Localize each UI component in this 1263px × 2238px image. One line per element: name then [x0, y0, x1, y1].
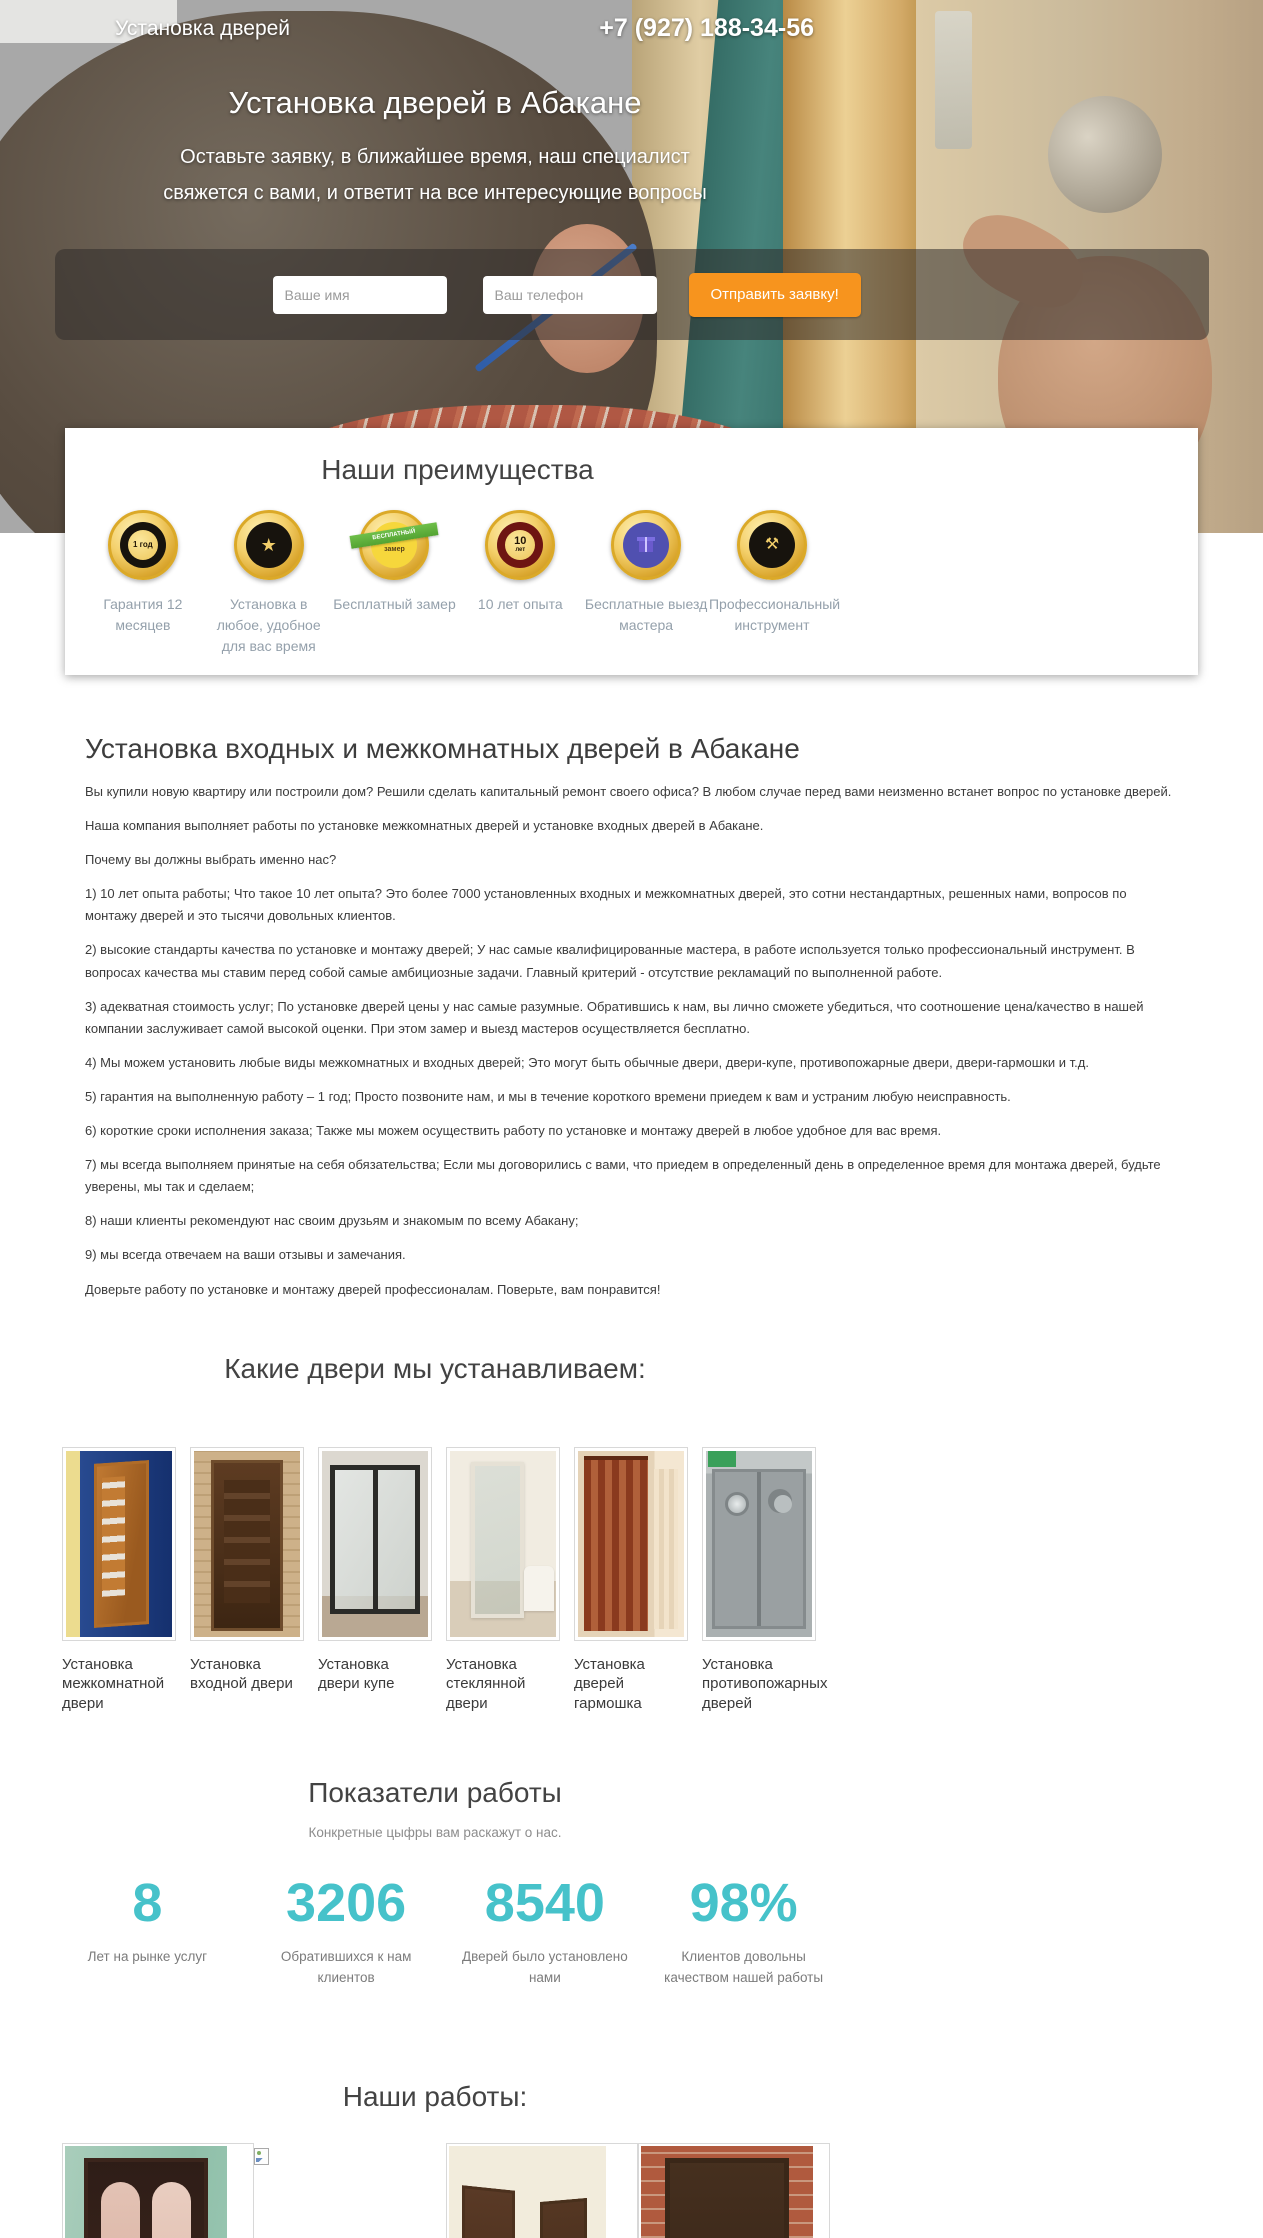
article-paragraph: 8) наши клиенты рекомендуют нас своим друзьям и знакомым по всему Абакану;	[85, 1213, 579, 1229]
stat-value: 8540	[484, 1873, 605, 1934]
advantage-item	[206, 510, 332, 657]
stat-label: Обратившихся к нам клиентов	[280, 1949, 412, 1986]
accordion-door-photo	[574, 1447, 688, 1641]
gallery-item	[62, 2143, 254, 2238]
door-card	[190, 1447, 306, 1714]
advantage-item	[80, 510, 206, 657]
work-photo-double-interior-doors[interactable]	[62, 2143, 254, 2238]
works-title: Наши работы:	[342, 2081, 528, 2113]
door-caption: Установка стеклянной двери	[446, 1655, 526, 1712]
door-caption: Установка межкомнатной двери	[62, 1655, 165, 1712]
stat-label: Дверей было установлено нами	[461, 1949, 628, 1986]
door-card	[318, 1447, 434, 1714]
gallery-item	[638, 2143, 830, 2238]
name-input[interactable]	[273, 276, 447, 314]
article-paragraph: 7) мы всегда выполняем принятые на себя обязательства; Если мы договорились с вами, что приедем в определенный день в определенное время для монтажа дверей, будьте уверены, мы так и сделаем;	[85, 1157, 1161, 1195]
site-logo[interactable]: Установка дверей	[115, 16, 291, 40]
article-paragraph: 1) 10 лет опыта работы; Что такое 10 лет опыта? Это более 7000 установленных входных и межкомнатных дверей, это сотни нестандартных, решенных нами, вопросов по монтажу дверей и это тысячи довольных клиентов.	[85, 886, 1127, 924]
works-gallery	[62, 2143, 832, 2238]
work-photo-entry-door-brick[interactable]	[638, 2143, 830, 2238]
stats-subtitle: Конкретные цыфры вам раскажут о нас.	[308, 1825, 562, 1841]
advantage-label: Установка в любое, удобное для вас время	[216, 596, 321, 654]
stat-label: Клиентов довольны качеством нашей работы	[664, 1949, 824, 1986]
entry-door-photo	[190, 1447, 304, 1641]
fireproof-doors-photo	[702, 1447, 816, 1641]
stat-value: 8	[132, 1873, 163, 1934]
stat-item	[644, 1874, 843, 1989]
header	[50, 0, 820, 43]
works-section	[0, 2081, 1263, 2238]
door-card	[62, 1447, 178, 1714]
sliding-door-photo	[318, 1447, 432, 1641]
free-visit-gift-medal-icon	[611, 510, 681, 580]
article-paragraph: Почему вы должны выбрать именно нас?	[85, 852, 337, 868]
stats-row	[48, 1874, 843, 1989]
article-paragraph: 4) Мы можем установить любые виды межкомнатных и входных дверей; Это могут быть обычные двери, двери-купе, противопожарные двери, двери-гармошки и т.д.	[85, 1054, 1089, 1070]
article-paragraph: Наша компания выполняет работы по установке межкомнатных дверей и установке входных дверей в Абакане.	[85, 818, 764, 834]
door-card	[446, 1447, 562, 1714]
interior-door-photo	[62, 1447, 176, 1641]
article-section	[85, 733, 1178, 1301]
gallery-item	[446, 2143, 638, 2238]
hero-subtitle-line1: Оставьте заявку, в ближайшее время, наш специалист	[180, 146, 690, 168]
article-paragraph: 6) короткие сроки исполнения заказа; Также мы можем осуществить работу по установке и монтажу дверей в любое удобное для вас время.	[85, 1123, 942, 1139]
phone-number: +7 (927) 188-34-56	[599, 14, 814, 42]
advantage-label: Профессиональный инструмент	[708, 596, 841, 633]
phone-input[interactable]	[483, 276, 657, 314]
advantages-title: Наши преимущества	[321, 454, 594, 485]
lead-form	[55, 249, 1209, 340]
advantages-card	[65, 428, 1198, 675]
broken-image-icon	[254, 2148, 269, 2165]
hero-subtitle	[50, 139, 820, 211]
stats-section	[0, 1777, 1263, 1989]
advantage-item	[332, 510, 458, 657]
stat-item	[446, 1874, 645, 1989]
door-caption: Установка входной двери	[190, 1655, 293, 1693]
door-card	[574, 1447, 690, 1714]
article-paragraph: 9) мы всегда отвечаем на ваши отзывы и замечания.	[85, 1247, 406, 1263]
10-years-experience-medal-icon: 10 лет	[485, 510, 555, 580]
doors-title: Какие двери мы устанавливаем:	[224, 1352, 646, 1384]
gallery-item	[254, 2143, 446, 2238]
submit-request-button[interactable]: Отправить заявку!	[689, 273, 861, 317]
advantage-label: Бесплатные выезд мастера	[584, 596, 708, 633]
door-card	[702, 1447, 828, 1714]
article-paragraph: 3) адекватная стоимость услуг; По установке дверей цены у нас самые разумные. Обратившись к нам, вы лично сможете убедиться, что соотношение цена/качество в нашей компании заслуживает самой высокой оценки. При этом замер и выезд мастеров осуществляется бесплатно.	[85, 998, 1144, 1036]
free-measure-badge-icon: БЕСПЛАТНЫЙ замер	[359, 510, 429, 580]
advantage-item	[583, 510, 709, 657]
door-caption: Установка дверей гармошка	[574, 1655, 645, 1712]
door-caption: Установка двери купе	[318, 1655, 395, 1693]
work-photo-hallway-doors[interactable]	[446, 2143, 638, 2238]
doors-section	[0, 1353, 1263, 1714]
advantage-item	[457, 510, 583, 657]
article-paragraph: Вы купили новую квартиру или построили дом? Решили сделать капитальный ремонт своего офиса? В любом случае перед вами неизменно встанет вопрос по установке дверей.	[85, 784, 1172, 799]
advantage-label: Бесплатный замер	[333, 596, 456, 612]
stat-label: Лет на рынке услуг	[87, 1949, 208, 1965]
guarantee-1-year-medal-icon: 1 год	[108, 510, 178, 580]
stat-item	[247, 1874, 446, 1989]
stats-title: Показатели работы	[308, 1777, 562, 1809]
thumbs-up-medal-icon: ★	[234, 510, 304, 580]
hero-subtitle-line2: свяжется с вами, и ответит на все интересующие вопросы	[163, 182, 707, 204]
advantage-label: 10 лет опыта	[477, 596, 563, 612]
stat-value: 3206	[286, 1873, 407, 1934]
stat-item	[48, 1874, 247, 1989]
doors-row	[62, 1447, 828, 1714]
glass-door-photo	[446, 1447, 560, 1641]
hero-title: Установка дверей в Абакане	[228, 85, 642, 120]
article-title: Установка входных и межкомнатных дверей в Абакане	[85, 733, 800, 764]
article-paragraph: 5) гарантия на выполненную работу – 1 год; Просто позвоните нам, и мы в течение короткого времени приедем к вам и устраним любую неисправность.	[85, 1088, 1011, 1104]
advantages-badges-row	[80, 510, 841, 657]
article-paragraph: 2) высокие стандарты качества по установке и монтажу дверей; У нас самые квалифицированные мастера, в работе используется только профессиональный инструмент. В вопросах качества мы ставим перед собой самые амбициозные задачи. Главный критерий - отсутствие рекламаций по выполненной работе.	[85, 942, 1135, 980]
advantage-item	[708, 510, 841, 657]
stat-value: 98%	[689, 1873, 798, 1934]
professional-tools-medal-icon: ⚒	[737, 510, 807, 580]
advantage-label: Гарантия 12 месяцев	[103, 596, 183, 633]
door-caption: Установка противопожарных дверей	[702, 1655, 828, 1712]
article-paragraph: Доверьте работу по установке и монтажу дверей профессионалам. Поверьте, вам понравится!	[85, 1281, 661, 1297]
